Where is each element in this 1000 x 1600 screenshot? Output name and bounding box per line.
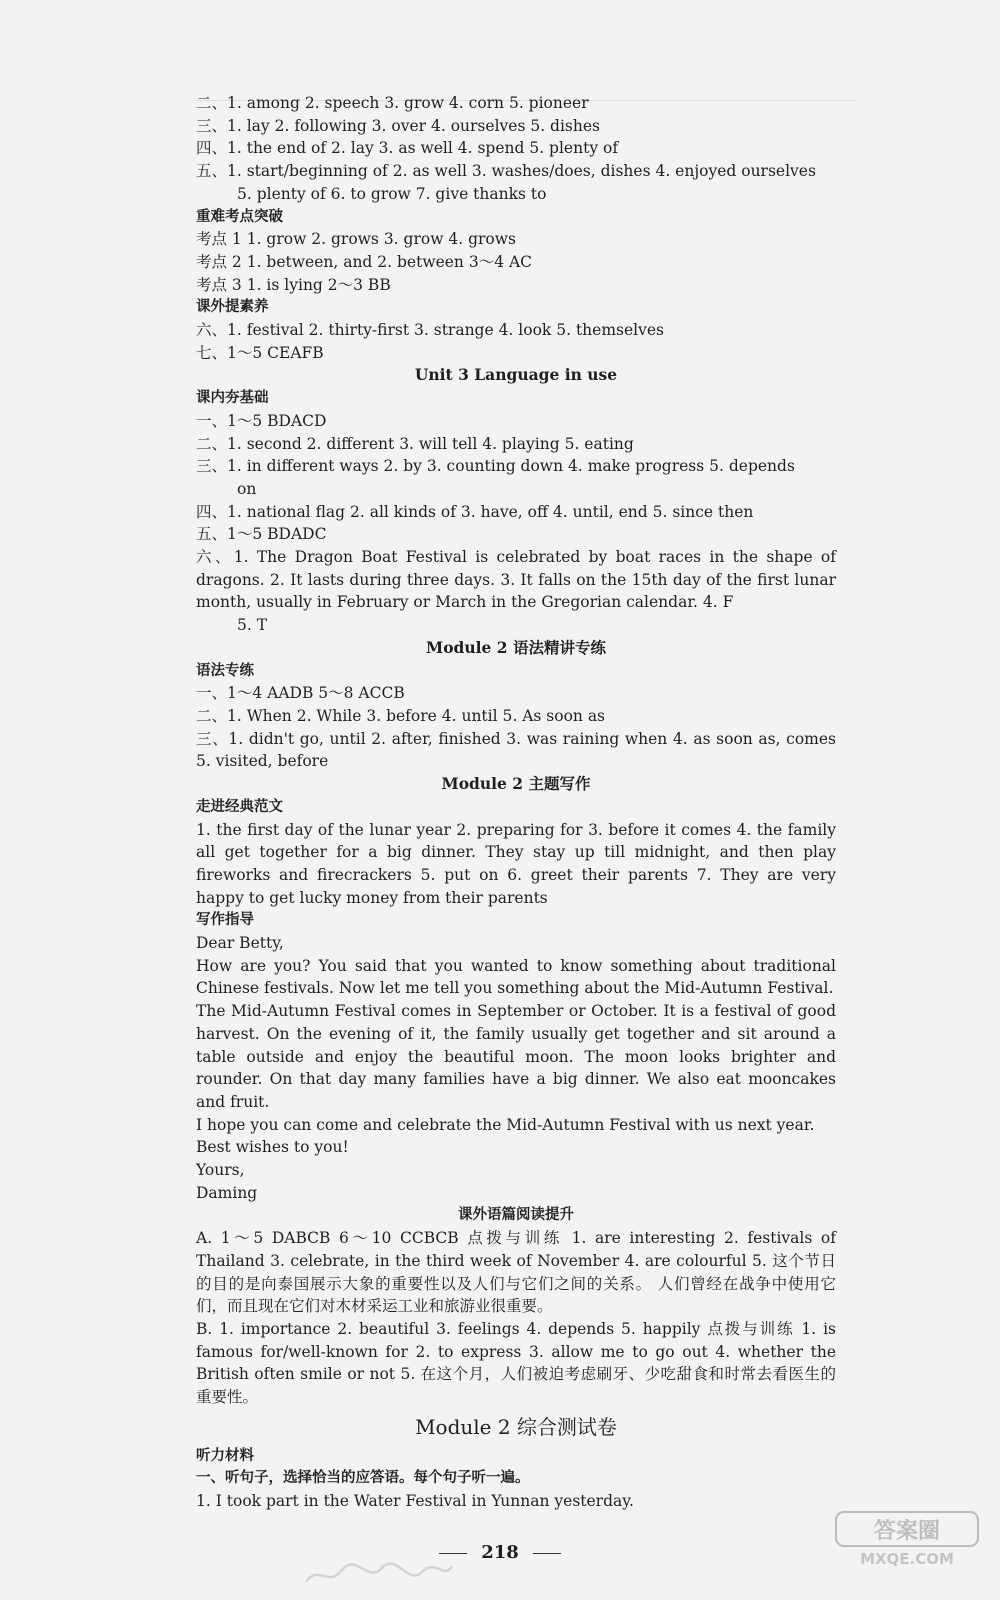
answer-line: 一、1～4 AADB 5～8 ACCB (196, 684, 405, 703)
section-heading: 走进经典范文 (196, 798, 283, 815)
answer-paragraph: 1. the first day of the lunar year 2. preparing for 3. before it comes 4. the family all get together for a big dinner. They stay up till midnight, and then play fireworks and firecrackers 5. put on 6. greet their parents 7. They are very happy to get lucky money from their parents (196, 820, 836, 907)
answer-line: 七、1～5 CEAFB (196, 343, 324, 362)
handwritten-watermark-graphic (298, 1554, 458, 1594)
section-heading: 重难考点突破 (196, 208, 283, 225)
answer-line: 三、1. lay 2. following 3. over 4. ourselves 5. dishes (196, 116, 600, 135)
test-title: Module 2 综合测试卷 (415, 1414, 617, 1439)
section-heading: 一、听句子，选择恰当的应答语。每个句子听一遍。 (196, 1470, 530, 1487)
answer-line: 三、1. in different ways 2. by 3. counting down 4. make progress 5. depends (196, 457, 795, 476)
watermark-graphic (832, 1510, 982, 1570)
answer-line: 四、1. the end of 2. lay 3. as well 4. spend 5. plenty of (196, 139, 619, 158)
answer-line: on (237, 479, 257, 498)
answer-line: 考点 1 1. grow 2. grows 3. grow 4. grows (196, 230, 516, 249)
answer-paragraph: 六、1. The Dragon Boat Festival is celebrated by boat races in the shape of dragons. 2. It lasts during three days. 3. It falls on the 15th day of the first lunar month, usually in February or March in the Gregorian calendar. 4. F (196, 548, 836, 612)
answer-line: 二、1. second 2. different 3. will tell 4. playing 5. eating (196, 434, 634, 453)
answer-paragraph: A. 1～5 DABCB 6～10 CCBCB 点拨与训练 1. are interesting 2. festivals of Thailand 3. celebrate, in the third week of November 4. are colourful 5. 这个节日的目的是向泰国展示大象的重要性以及人们与它们之间的关系。 人们曾经在战争中使用它们，而且现在它们对木材采运工业和旅游业很重要。 (196, 1229, 836, 1316)
answer-line: 四、1. national flag 2. all kinds of 3. have, off 4. until, end 5. since then (196, 502, 754, 521)
essay-paragraph: I hope you can come and celebrate the Mid-Autumn Festival with us next year. (196, 1115, 815, 1134)
answer-page (196, 92, 836, 1513)
section-title: 课外语篇阅读提升 (458, 1207, 574, 1224)
section-heading: 写作指导 (196, 912, 254, 929)
section-heading: 课内夯基础 (196, 390, 269, 407)
answer-line: 六、1. festival 2. thirty-first 3. strange 4. look 5. themselves (196, 321, 664, 340)
unit-title: Unit 3 Language in use (414, 365, 618, 385)
module-title: Module 2 主题写作 (441, 774, 591, 794)
answer-line: 五、1. start/beginning of 2. as well 3. washes/does, dishes 4. enjoyed ourselves (196, 162, 816, 181)
essay-paragraph: The Mid-Autumn Festival comes in September or October. It is a festival of good harvest. On the evening of it, the family usually get together and sit around a table outside and enjoy the beautiful moon. The moon looks brighter and rounder. On that day many families have a big dinner. We also eat mooncakes and fruit. (196, 1002, 836, 1111)
answer-line: 5. T (237, 616, 268, 635)
answer-line: 二、1. among 2. speech 3. grow 4. corn 5. pioneer (196, 94, 589, 112)
answer-line: 5. plenty of 6. to grow 7. give thanks to (237, 184, 547, 203)
section-heading: 语法专练 (196, 662, 254, 679)
watermark-logo-text: 答案圈 (873, 1519, 941, 1544)
handwritten-watermark (298, 1554, 458, 1594)
answer-line: 1. I took part in the Water Festival in Yunnan yesterday. (196, 1492, 634, 1511)
answer-line: 二、1. When 2. While 3. before 4. until 5. As soon as (196, 706, 606, 725)
answer-paragraph: 三、1. didn't go, until 2. after, finished 3. was raining when 4. as soon as, comes 5. visited, before (196, 729, 836, 771)
answer-line: 一、1～5 BDACD (196, 411, 327, 430)
answer-line: 考点 3 1. is lying 2～3 BB (196, 275, 391, 294)
section-heading: 课外提素养 (196, 299, 269, 316)
essay-line: Best wishes to you! (196, 1138, 349, 1157)
watermark-site-text: MXQE.COM (860, 1550, 954, 1568)
module-title: Module 2 语法精讲专练 (426, 637, 606, 657)
page-number-text: 218 (481, 1542, 519, 1563)
essay-line: Dear Betty, (196, 934, 284, 953)
section-heading: 听力材料 (196, 1447, 254, 1464)
answer-line: 考点 2 1. between, and 2. between 3～4 AC (196, 252, 533, 271)
dash-right (533, 1553, 561, 1554)
watermark-logo (832, 1510, 982, 1570)
essay-paragraph: How are you? You said that you wanted to know something about traditional Chinese festivals. Now let me tell you something about the Mid-Autumn Festival. (196, 956, 836, 998)
essay-line: Yours, (196, 1161, 245, 1180)
essay-line: Daming (196, 1183, 258, 1202)
answer-paragraph: B. 1. importance 2. beautiful 3. feelings 4. depends 5. happily 点拨与训练 1. is famous for/well-known for 2. to express 3. allow me to go out 4. whether the British often smile or not 5. 在这个月，人们被迫考虑刷牙、少吃甜食和时常去看医生的重要性。 (196, 1319, 836, 1407)
answer-line: 五、1～5 BDADC (196, 525, 327, 544)
